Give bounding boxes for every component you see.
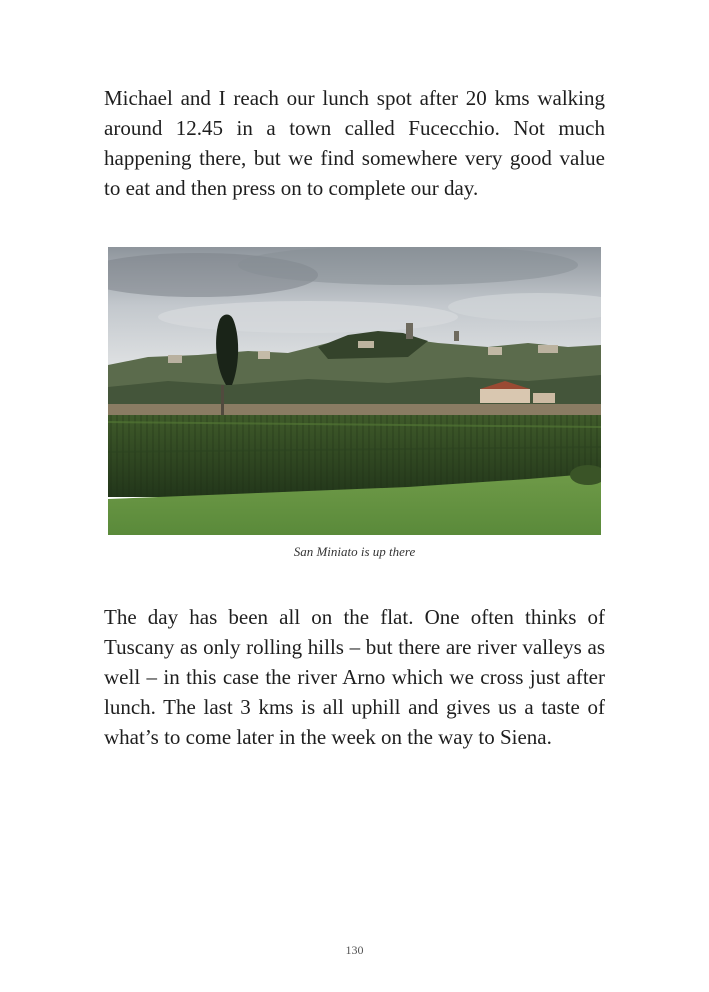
body-paragraph-1: Michael and I reach our lunch spot after 20 kms walking around 12.45 in a town called Fucecchio. Not much happening there, but we find somewhere very good value to eat and then press on to complete our day. bbox=[104, 86, 605, 200]
body-paragraph-2: The day has been all on the flat. One often thinks of Tuscany as only rolling hills – but there are river valleys as well – in this case the river Arno which we cross just after lunch. The last 3 kms is all uphill and gives us a taste of what’s to come later in the week on the way to Siena. bbox=[104, 605, 605, 749]
page-number: 130 bbox=[345, 943, 364, 957]
landscape-photo bbox=[108, 247, 601, 535]
figure-caption: San Miniato is up there bbox=[293, 544, 416, 559]
